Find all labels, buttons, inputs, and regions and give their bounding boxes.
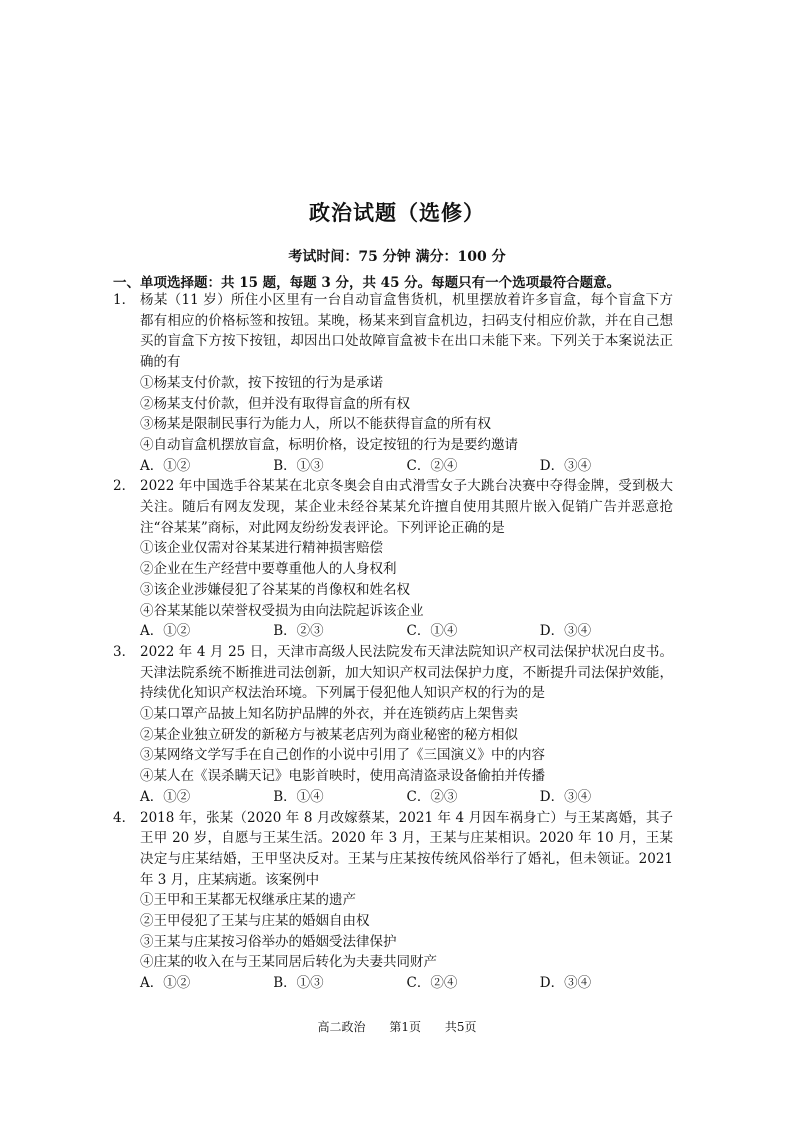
page-footer bbox=[0, 1018, 794, 1035]
option-b: B．①③ bbox=[273, 457, 324, 474]
statement-1: ①某口罩产品披上知名防护品牌的外衣，并在连锁药店上架售卖 bbox=[140, 706, 518, 723]
option-b: B．①③ bbox=[273, 975, 324, 992]
question-3 bbox=[113, 642, 673, 808]
answer-options bbox=[140, 621, 673, 642]
option-a: A．①② bbox=[140, 788, 191, 805]
question-number: 4． bbox=[113, 809, 136, 826]
question-stem: 杨某（11 岁）所住小区里有一台自动盲盒售货机，机里摆放着许多盲盒，每个盲盒下方都有相应的价格标签和按钮。某晚，杨某来到盲盒机边，扫码支付相应价款，并在自己想买的盲盒下方按下按钮，却因出口处故障盲盒被卡在出口未能下来。下列关于本案说法正确的有 bbox=[140, 292, 673, 371]
question-number: 2． bbox=[113, 478, 136, 495]
statement-2: ②某企业独立研发的新秘方与被某老店列为商业秘密的秘方相似 bbox=[140, 726, 518, 743]
question-2 bbox=[113, 476, 673, 642]
answer-options bbox=[140, 456, 673, 477]
option-c: C．②③ bbox=[406, 788, 458, 805]
option-d: D．③④ bbox=[539, 975, 592, 992]
footer-subject: 高二政治 bbox=[317, 1020, 366, 1034]
statement-3: ③王某与庄某按习俗举办的婚姻受法律保护 bbox=[140, 933, 397, 950]
footer-page-number: 第1页 bbox=[389, 1020, 421, 1034]
section-heading: 一、单项选择题：共 15 题，每题 3 分，共 45 分。每题只有一个选项最符合题意。 bbox=[113, 275, 621, 291]
question-stem: 2022 年中国选手谷某某在北京冬奥会自由式滑雪女子大跳台决赛中夺得金牌，受到极大关注。随后有网友发现，某企业未经谷某某允许擅自使用其照片嵌入促销广告并恶意抢注“谷某某”商标，对此网友纷纷发表评论。下列评论正确的是 bbox=[140, 478, 673, 536]
statement-2: ②杨某支付价款，但并没有取得盲盒的所有权 bbox=[140, 395, 410, 412]
option-d: D．③④ bbox=[539, 788, 592, 805]
page-title: 政治试题（选修） bbox=[309, 200, 485, 225]
option-a: A．①② bbox=[140, 623, 191, 640]
answer-options bbox=[140, 973, 673, 994]
question-number: 3． bbox=[113, 643, 136, 660]
question-number: 1． bbox=[113, 292, 136, 308]
statement-3: ③某网络文学写手在自己创作的小说中引用了《三国演义》中的内容 bbox=[140, 747, 545, 764]
option-a: A．①② bbox=[140, 457, 191, 474]
question-stem: 2022 年 4 月 25 日，天津市高级人民法院发布天津法院知识产权司法保护状况白皮书。天津法院系统不断推进司法创新，加大知识产权司法保护力度，不断提升司法保护效能，持续优化知识产权法治环境。下列属于侵犯他人知识产权的行为的是 bbox=[140, 643, 673, 702]
option-c: C．①④ bbox=[406, 623, 458, 640]
statement-4: ④庄某的收入在与王某同居后转化为夫妻共同财产 bbox=[140, 954, 437, 971]
option-c: C．②④ bbox=[406, 975, 458, 992]
question-stem: 2018 年，张某（2020 年 8 月改嫁蔡某，2021 年 4 月因车祸身亡）与王某离婚，其子王甲 20 岁，自愿与王某生活。2020 年 3 月，王某与庄某相识。2020 年 10 月，王某决定与庄某结婚，王甲坚决反对。王某与庄某按传统风俗举行了婚礼，但未领证。2021 年 3 月，庄某病逝。该案例中 bbox=[140, 809, 673, 888]
question-4 bbox=[113, 808, 673, 994]
statement-4: ④自动盲盒机摆放盲盒，标明价格，设定按钮的行为是要约邀请 bbox=[140, 436, 518, 453]
statement-2: ②企业在生产经营中要尊重他人的人身权利 bbox=[140, 561, 397, 578]
statement-1: ①该企业仅需对谷某某进行精神损害赔偿 bbox=[140, 540, 383, 557]
statement-3: ③杨某是限制民事行为能力人，所以不能获得盲盒的所有权 bbox=[140, 416, 491, 433]
statement-1: ①杨某支付价款，按下按钮的行为是承诺 bbox=[140, 374, 383, 391]
option-c: C．②④ bbox=[406, 457, 458, 474]
exam-info: 考试时间：75 分钟 满分：100 分 bbox=[288, 249, 506, 265]
option-d: D．③④ bbox=[539, 623, 592, 640]
answer-options bbox=[140, 787, 673, 808]
option-a: A．①② bbox=[140, 975, 191, 992]
statement-4: ④谷某某能以荣誉权受损为由向法院起诉该企业 bbox=[140, 602, 424, 619]
question-1 bbox=[113, 290, 673, 476]
question-list bbox=[113, 290, 673, 994]
option-b: B．②③ bbox=[273, 623, 324, 640]
footer-page-total: 共5页 bbox=[444, 1020, 477, 1034]
statement-2: ②王甲侵犯了王某与庄某的婚姻自由权 bbox=[140, 913, 370, 930]
statement-1: ①王甲和王某都无权继承庄某的遗产 bbox=[140, 892, 356, 909]
statement-4: ④某人在《误杀瞒天记》电影首映时，使用高清盗录设备偷拍并传播 bbox=[140, 768, 545, 785]
option-b: B．①④ bbox=[273, 788, 324, 805]
option-d: D．③④ bbox=[539, 457, 592, 474]
statement-3: ③该企业涉嫌侵犯了谷某某的肖像权和姓名权 bbox=[140, 581, 410, 598]
